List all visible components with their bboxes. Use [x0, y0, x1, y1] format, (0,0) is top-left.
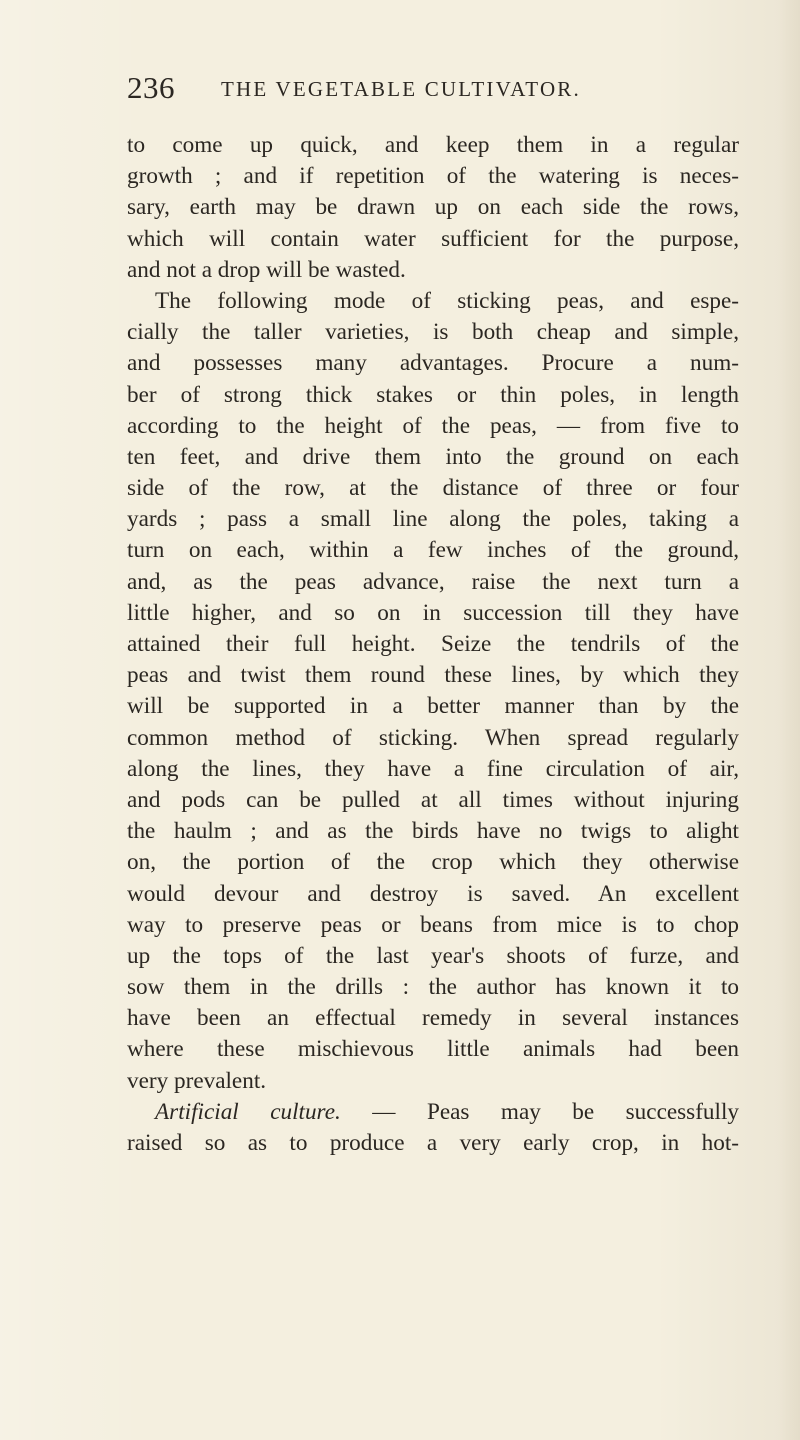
- text-line: would devour and destroy is saved. An excellent: [127, 880, 739, 907]
- text-line: along the lines, they have a fine circulation of air,: [127, 755, 739, 782]
- text-line: up the tops of the last year's shoots of furze, and: [127, 942, 739, 969]
- text-line: attained their full height. Seize the tendrils of the: [127, 631, 739, 657]
- text-line: have been an effectual remedy in several instances: [127, 1005, 739, 1032]
- page-number: 236: [127, 70, 175, 105]
- text-line: and, as the peas advance, raise the next turn a: [127, 568, 739, 595]
- text-line: will be supported in a better manner than by the: [127, 693, 739, 720]
- text-line: cially the taller varieties, is both cheap and simple,: [127, 319, 739, 346]
- page-header: [127, 72, 727, 112]
- artificial-culture-line: [127, 1097, 739, 1128]
- paper-edge-stain: [778, 0, 800, 1440]
- text-line: sow them in the drills : the author has known it to: [127, 974, 739, 1001]
- text-line: little higher, and so on in succession till they have: [127, 599, 739, 626]
- text-line: and not a drop will be wasted.: [127, 256, 406, 283]
- section-heading-rest: — Peas may be successfully: [340, 1098, 739, 1125]
- text-line: where these mischievous little animals had been: [127, 1036, 739, 1063]
- body-text: [127, 130, 739, 1159]
- section-heading-italic: Artificial culture.: [155, 1098, 341, 1125]
- paragraph-start-line: The following mode of sticking peas, and espe-: [155, 287, 739, 314]
- text-line: and possesses many advantages. Procure a num-: [127, 350, 739, 377]
- text-line: ten feet, and drive them into the ground on each: [127, 443, 739, 470]
- text-line: common method of sticking. When spread regularly: [127, 724, 739, 751]
- text-line: the haulm ; and as the birds have no twigs to alight: [127, 818, 739, 845]
- text-line: sary, earth may be drawn up on each side the rows,: [127, 194, 739, 221]
- text-line: turn on each, within a few inches of the ground,: [127, 537, 739, 564]
- text-line: which will contain water sufficient for the purpose,: [127, 225, 739, 252]
- running-title: THE VEGETABLE CULTIVATOR.: [221, 77, 581, 101]
- text-line: ber of strong thick stakes or thin poles, in length: [127, 381, 739, 408]
- text-line: way to preserve peas or beans from mice is to chop: [127, 911, 739, 938]
- text-line: growth ; and if repetition of the watering is neces-: [127, 163, 739, 190]
- text-line: on, the portion of the crop which they otherwise: [127, 849, 739, 876]
- text-line: very prevalent.: [127, 1067, 267, 1094]
- text-line: and pods can be pulled at all times without injuring: [127, 786, 739, 813]
- text-line: side of the row, at the distance of three or four: [127, 475, 739, 502]
- text-line: to come up quick, and keep them in a regular: [127, 132, 739, 158]
- text-line: raised so as to produce a very early crop, in hot-: [127, 1130, 739, 1156]
- text-line: yards ; pass a small line along the poles, taking a: [127, 506, 739, 533]
- text-line: peas and twist them round these lines, by which they: [127, 662, 739, 689]
- text-line: according to the height of the peas, — from five to: [127, 412, 739, 439]
